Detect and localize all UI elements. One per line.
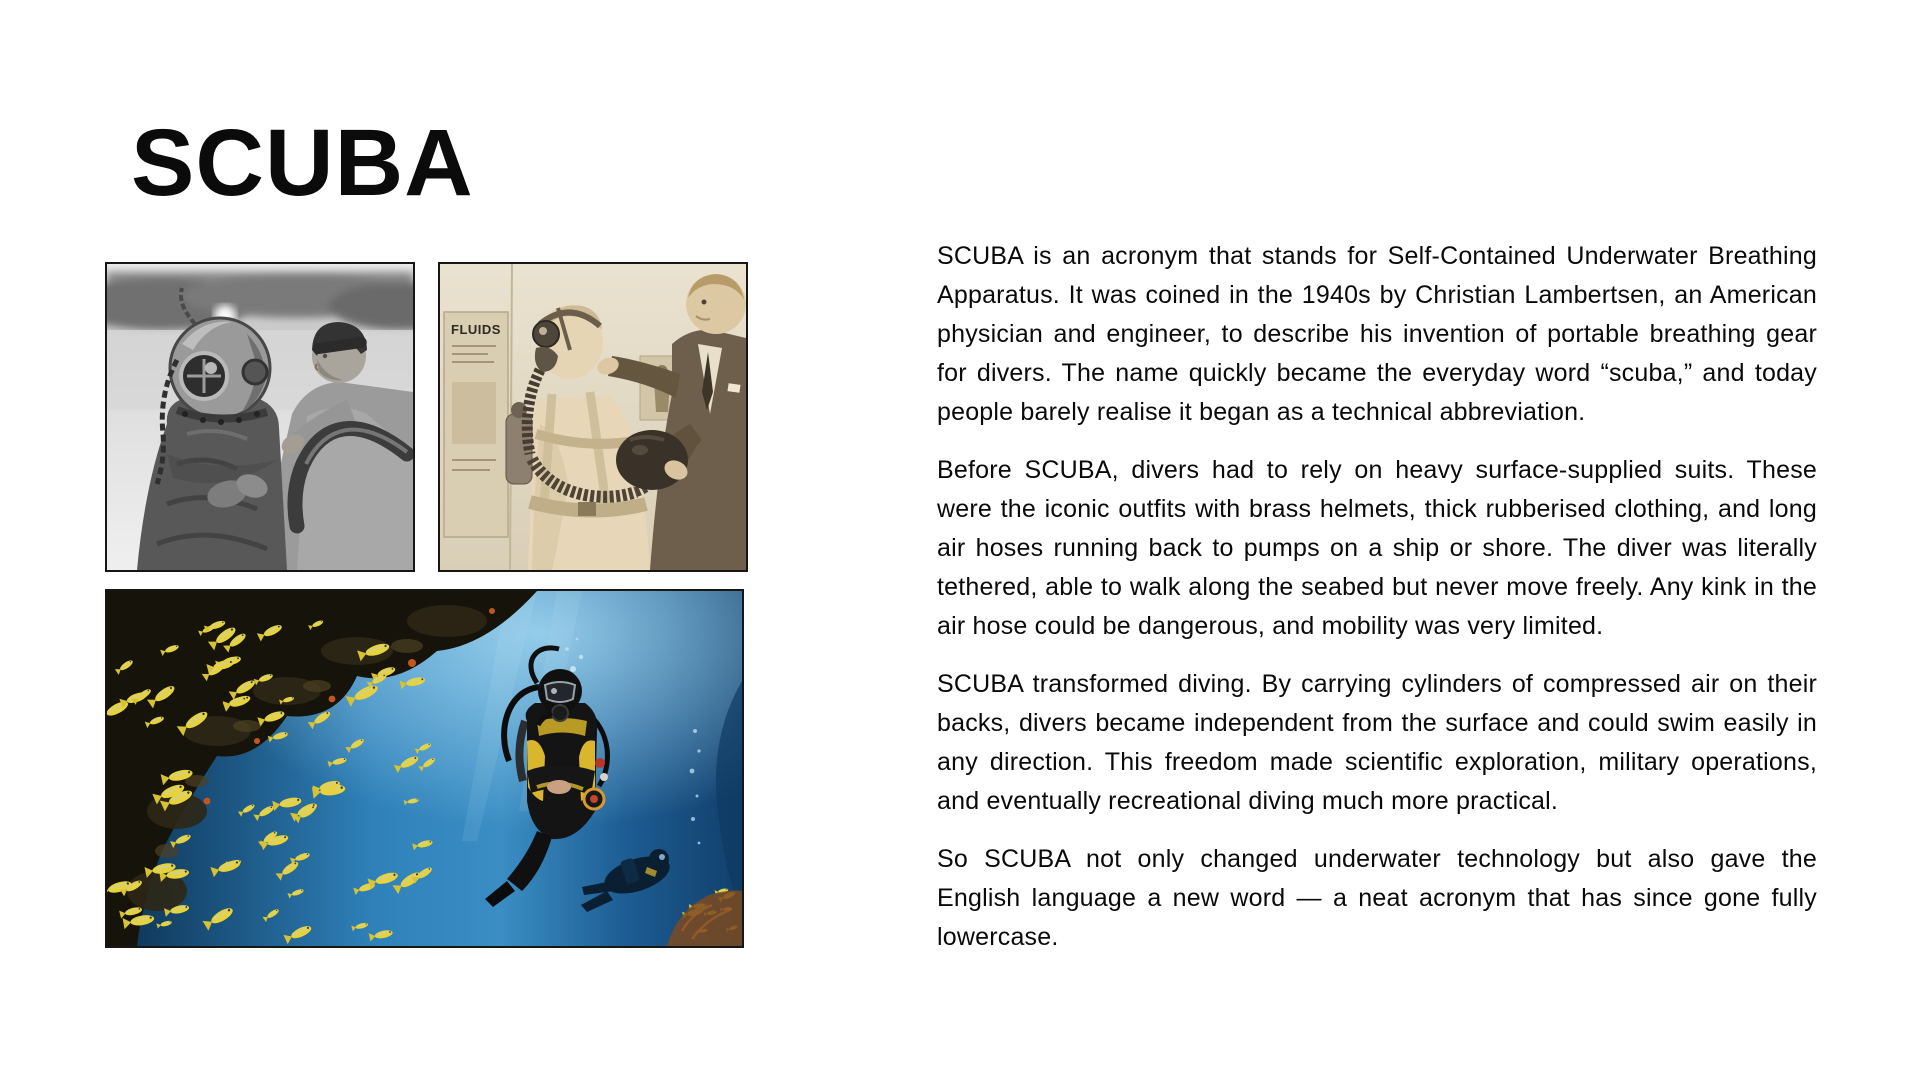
body-paragraph-3: SCUBA transformed diving. By carrying cylinders of compressed air on their backs, divers became independent from the surface and could swim easily in any direction. This freedom made scientific exploration, military operations, and eventually recreational diving much more practical. [937,670,1817,815]
body-paragraph-1: SCUBA is an acronym that stands for Self-Contained Underwater Breathing Apparatus. It was coined in the 1940s by Christian Lambertsen, an American physician and engineer, to describe his invention of portable breathing gear for divers. The name quickly became the everyday word “scuba,” and today people barely realise it began as a technical abbreviation. [937,242,1817,426]
body-text-column [937,237,1817,957]
body-paragraph-4: So SCUBA not only changed underwater technology but also gave the English language a new word — a neat acronym that has since gone fully lowercase. [937,845,1817,951]
figure-apparatus-fitting [438,262,748,572]
body-paragraph-2: Before SCUBA, divers had to rely on heavy surface-supplied suits. These were the iconic outfits with brass helmets, thick rubberised clothing, and long air hoses running back to pumps on a ship or shore. The diver was literally tethered, able to walk along the seabed but never move freely. Any kink in the air hose could be dangerous, and mobility was very limited. [937,456,1817,640]
hard-hat-diver-illustration [107,264,413,570]
figure-hard-hat-diver [105,262,415,572]
page-title: SCUBA [131,110,474,216]
poster-text: FLUIDS [451,322,501,337]
apparatus-fitting-illustration [440,264,746,570]
reef-divers-illustration [107,591,742,946]
figure-reef-divers [105,589,744,948]
